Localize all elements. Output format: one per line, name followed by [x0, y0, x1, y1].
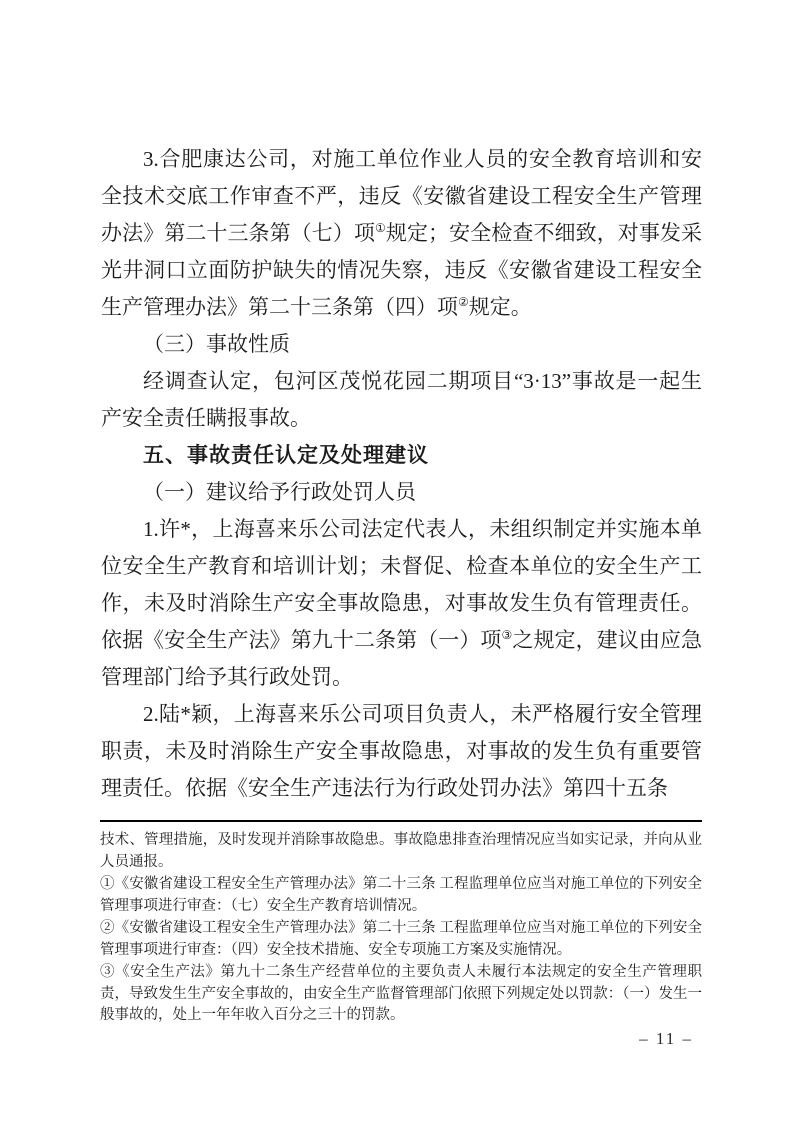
footnote-3: ③《安全生产法》第九十二条生产经营单位的主要负责人未履行本法规定的安全生产管理职责，导致发生生产安全事故的，由安全生产监督管理部门依照下列规定处以罚款：（一）发生一般事故的，处上一年年收入百分之三十的罚款。	[100, 964, 702, 1023]
paragraph-kangda-violation	[101, 141, 702, 326]
heading-section-5-1: （一）建议给予行政处罚人员	[143, 480, 416, 504]
paragraph-text: 规定。	[468, 295, 532, 319]
heading-accident-nature: （三）事故性质	[143, 332, 290, 356]
footnote-ref-2: ②	[458, 295, 469, 309]
footnote-2: ②《安徽省建设工程安全生产管理办法》第二十三条 工程监理单位应当对施工单位的下列安全管理事项进行审查：（四）安全技术措施、安全专项施工方案及实施情况。	[100, 920, 702, 958]
paragraph-person-1	[101, 511, 702, 696]
heading-section-5: 五、事故责任认定及处理建议	[143, 444, 429, 467]
paragraph-accident-nature: 经调查认定，包河区茂悦花园二期项目“3·13”事故是一起生产安全责任瞒报事故。	[101, 369, 702, 430]
page-number: – 11 –	[639, 1029, 693, 1048]
footnote-ref-1: ①	[375, 221, 386, 235]
paragraph-text: 1.许*，上海喜来乐公司法定代表人，未组织制定并实施本单位安全生产教育和培训计划；未督促、检查本单位的安全生产工作，未及时消除生产安全事故隐患，对事故发生负有管理责任。依据《安全生产法》第九十二条第（一）项	[101, 517, 702, 652]
paragraph-text: 规定；安全检查不细致，对事发采光井洞口立面防护缺失的情况失察，违反《安徽省建设工程安全生产管理办法》第二十三条第（四）项	[101, 221, 703, 319]
document-body	[101, 141, 702, 807]
paragraph-text: 之规定，建议由应急管理部门给予其行政处罚。	[101, 628, 702, 689]
footnote-ref-3: ③	[501, 628, 513, 642]
footnote-1: ①《安徽省建设工程安全生产管理办法》第二十三条 工程监理单位应当对施工单位的下列安全管理事项进行审查：（七）安全生产教育培训情况。	[100, 876, 702, 914]
footnote-continuation: 技术、管理措施，及时发现并消除事故隐患。事故隐患排查治理情况应当如实记录，并向从业人员通报。	[100, 832, 702, 870]
paragraph-person-2: 2.陆*颖，上海喜来乐公司项目负责人，未严格履行安全管理职责，未及时消除生产安全事故隐患，对事故的发生负有重要管理责任。依据《安全生产违法行为行政处罚办法》第四十五条	[101, 702, 702, 800]
footnotes-section	[100, 820, 702, 1028]
paragraph-text: 3.合肥康达公司，对施工单位作业人员的安全教育培训和安全技术交底工作审查不严，违反《安徽省建设工程安全生产管理办法》第二十三条第（七）项	[101, 147, 702, 245]
